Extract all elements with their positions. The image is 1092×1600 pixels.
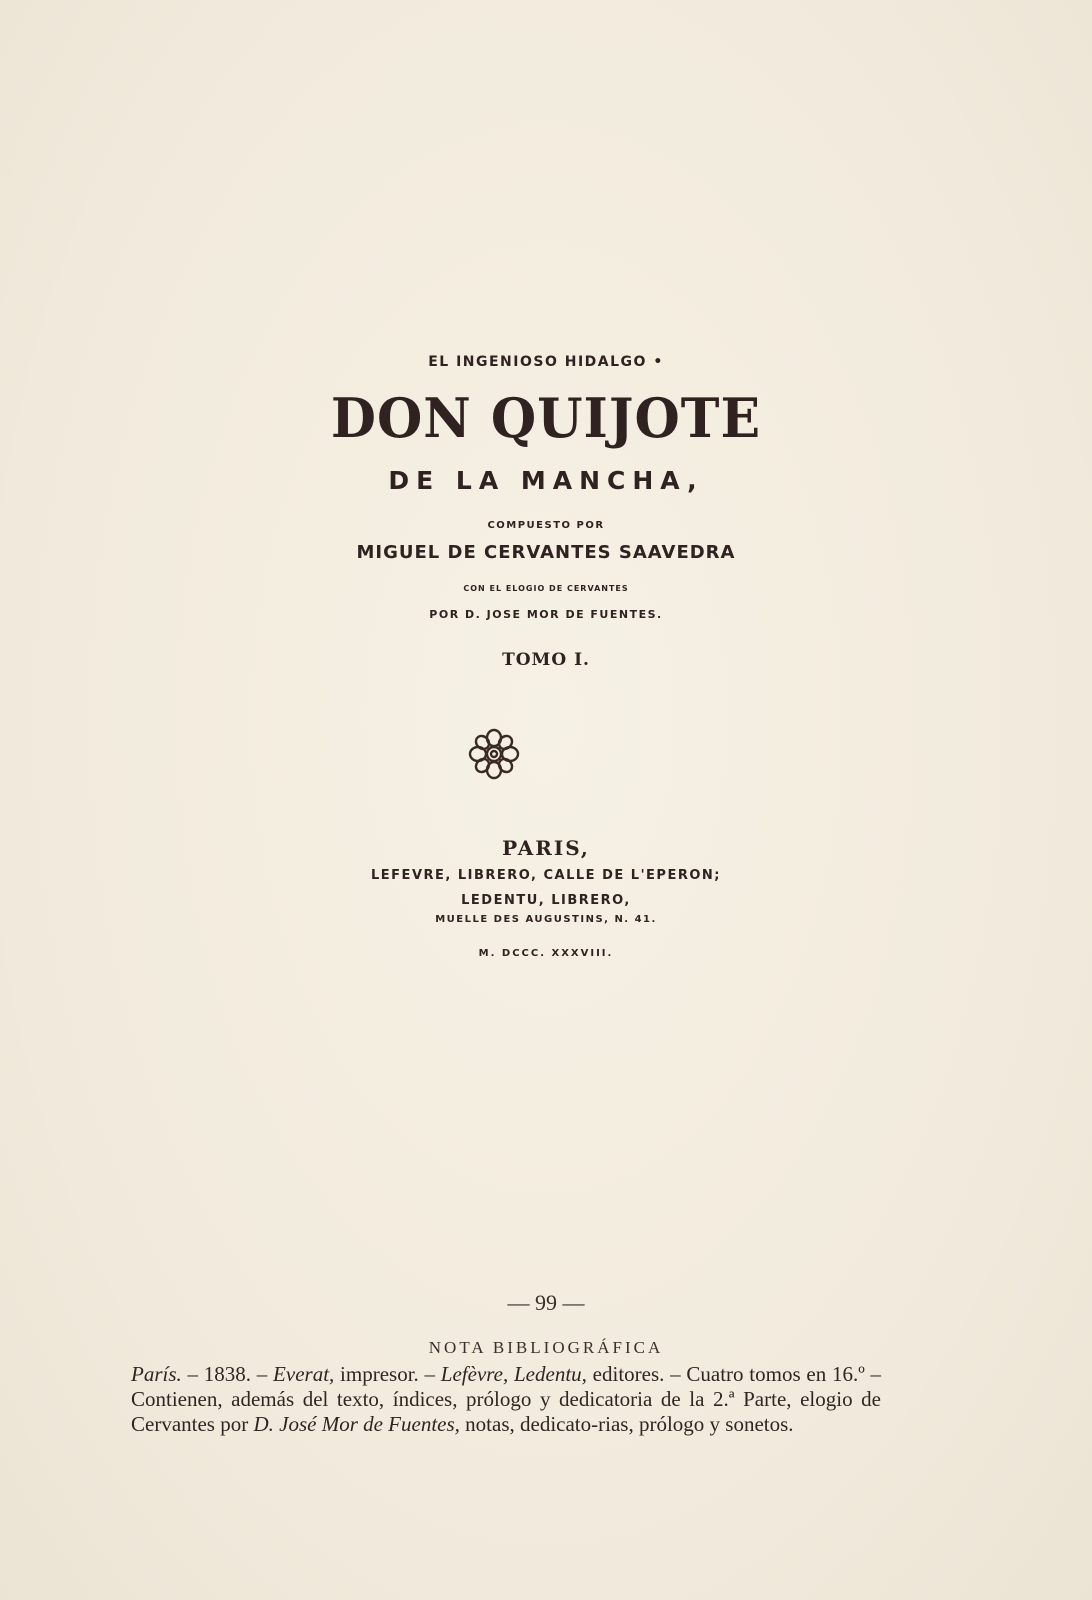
volume-number: TOMO I.: [502, 650, 590, 670]
imprint-publisher-1: LEFEVRE, LIBRERO, CALLE DE L'EPERON;: [371, 868, 721, 883]
imprint-publisher-2: LEDENTU, LIBRERO,: [461, 893, 631, 908]
note-segment: Lefèvre, Ledentu,: [440, 1362, 587, 1386]
imprint-year: M. DCCC. XXXVIII.: [478, 948, 614, 959]
elogio-author-line: POR D. JOSE MOR DE FUENTES.: [429, 608, 663, 621]
composed-by-line: COMPUESTO POR: [487, 520, 605, 531]
note-segment: impresor. –: [334, 1362, 441, 1386]
note-segment: – 1838. –: [181, 1362, 274, 1386]
elogio-line: CON EL ELOGIO DE CERVANTES: [463, 584, 629, 593]
note-segment: D. José Mor de Fuentes,: [253, 1412, 460, 1436]
rosette-ornament-icon: [466, 726, 522, 782]
note-segment: París.: [131, 1362, 182, 1386]
page-number: — 99 —: [507, 1290, 585, 1315]
book-subtitle: DE LA MANCHA,: [388, 466, 704, 495]
note-heading: NOTA BIBLIOGRÁFICA: [428, 1338, 664, 1357]
title-page-kicker: EL INGENIOSO HIDALGO •: [428, 354, 664, 370]
imprint-address: MUELLE DES AUGUSTINS, N. 41.: [435, 914, 657, 925]
author-name: MIGUEL DE CERVANTES SAAVEDRA: [356, 542, 736, 563]
bibliographic-note: [131, 1362, 881, 1437]
imprint-city: PARIS,: [502, 836, 590, 860]
note-segment: Everat,: [273, 1362, 335, 1386]
note-segment: editores. – Cuatro tomos en 16.º – Contienen, además del texto, índices, prólogo y dedicatoria de la 2.ª Parte, elogio de Cervantes por: [131, 1362, 881, 1436]
book-title: DON QUIJOTE: [330, 386, 762, 451]
note-segment: notas, dedicato-rias, prólogo y sonetos.: [459, 1412, 794, 1436]
